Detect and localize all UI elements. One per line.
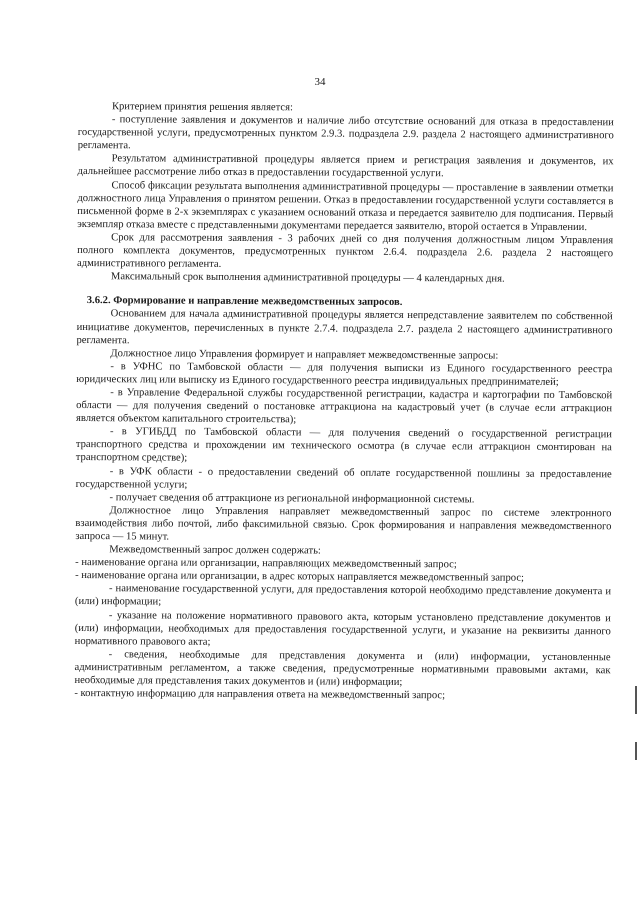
list-item-contact-info: - контактную информацию для направления ответа на межведомственный запрос; [74, 688, 446, 702]
paragraph-criterion-item: - поступление заявления и документов и наличие либо отсутствие оснований для отказа в предоставлении государственной услуги, предусмотренных пунктом 2.9.3. подраздела 2.9. раздела 2 настоящего административного регламента. [77, 114, 614, 152]
paragraph-request-contents-intro: Межведомственный запрос должен содержать: [109, 544, 321, 557]
list-item-rosreestr: - в Управление Федеральной службы государственной регистрации, кадастра и картографии по Тамбовской области — для получения сведений о постановке аттракциона на кадастровый учет (в случае если аттракцион является объектом капитального строительства); [76, 387, 613, 426]
list-item-ufk: - в УФК области - о предоставлении сведений об оплате государственной пошлины за предоставление государственной услуги; [75, 465, 612, 491]
list-item-legal-act: - указание на положение нормативного правового акта, которым установлено представление документов и (или) информации, необходимых для предоставления государственной услуги, и указание на реквизиты данного нормативного правового акта; [74, 609, 611, 648]
paragraph-fixation-method: Способ фиксации результата выполнения административной процедуры — проставление в заявлении отметки должностного лица Управления о принятом решении. Отказ в предоставлении государственной услуги составляется в письменной форме в 2-х экземплярах с указанием оснований отказа и передается заявителю для подписания. Первый экземпляр отказа вместе с представленными документами передается заявителю, второй остается в Управлении. [77, 179, 614, 233]
paragraph-requests-intro: Должностное лицо Управления формирует и направляет межведомственные запросы: [110, 347, 499, 362]
scan-edge-mark [635, 686, 637, 714]
paragraph-result: Результатом административной процедуры является прием и регистрация заявления и документов, их дальнейшее рассмотрение либо отказ в предоставлении государственной услуги. [77, 153, 614, 180]
document-body [74, 100, 614, 703]
paragraph-criterion-intro: Критерием принятия решения является: [111, 101, 293, 114]
page-number: 34 [314, 76, 326, 88]
list-item-recipient-name: - наименование органа или организации, в адрес которых направляется межведомственный запрос; [75, 570, 525, 585]
list-item-service-name: - наименование государственной услуги, для предоставления которой необходимо представление документа и (или) информации; [74, 583, 612, 608]
paragraph-request-channel: Должностное лицо Управления направляет межведомственный запрос по системе электронного взаимодействия либо почтой, либо факсимильной связью. Срок формирования и направления межведомственного запроса — 15 минут. [75, 505, 612, 543]
paragraph-basis: Основанием для начала административной процедуры является непредставление заявителем по собственной инициативе документов, перечисленных в пункте 2.7.4. подраздела 2.7. раздела 2 настоящего административного регламента. [76, 308, 613, 346]
list-item-ufns: - в УФНС по Тамбовской области — для получения выписки из Единого государственного реестра юридических лиц или выписку из Единого государственного реестра индивидуальных предпринимателей; [76, 360, 613, 388]
list-item-required-info: - сведения, необходимые для представления документа и (или) информации, установленные административным регламентом, а также сведения, предусмотренные нормативными правовыми актами, как необходимые для представления таких документов и (или) информации; [74, 649, 611, 689]
section-heading: 3.6.2. Формирование и направление межведомственных запросов. [86, 295, 403, 309]
paragraph-max-term: Максимальный срок выполнения административной процедуры — 4 календарных дня. [110, 271, 505, 285]
list-item-ugibdd: - в УГИБДД по Тамбовской области — для получения сведений о государственной регистрации транспортного средства и прохождении им технического осмотра (в случае если аттракцион смонтирован на транспортном средстве); [75, 426, 612, 465]
list-item-sender-name: - наименование органа или организации, направляющих межведомственный запрос; [75, 557, 457, 571]
scan-edge-mark [635, 742, 637, 760]
paragraph-review-term: Срок для рассмотрения заявления - 3 рабочих дней со дня получения должностным лицом Управления полного комплекта документов, предусмотренных пунктом 2.6.4. подраздела 2.6. раздела 2 настоящего административного регламента. [76, 232, 614, 271]
list-item-regional-system: - получает сведения об аттракционе из региональной информационной системы. [109, 491, 475, 506]
